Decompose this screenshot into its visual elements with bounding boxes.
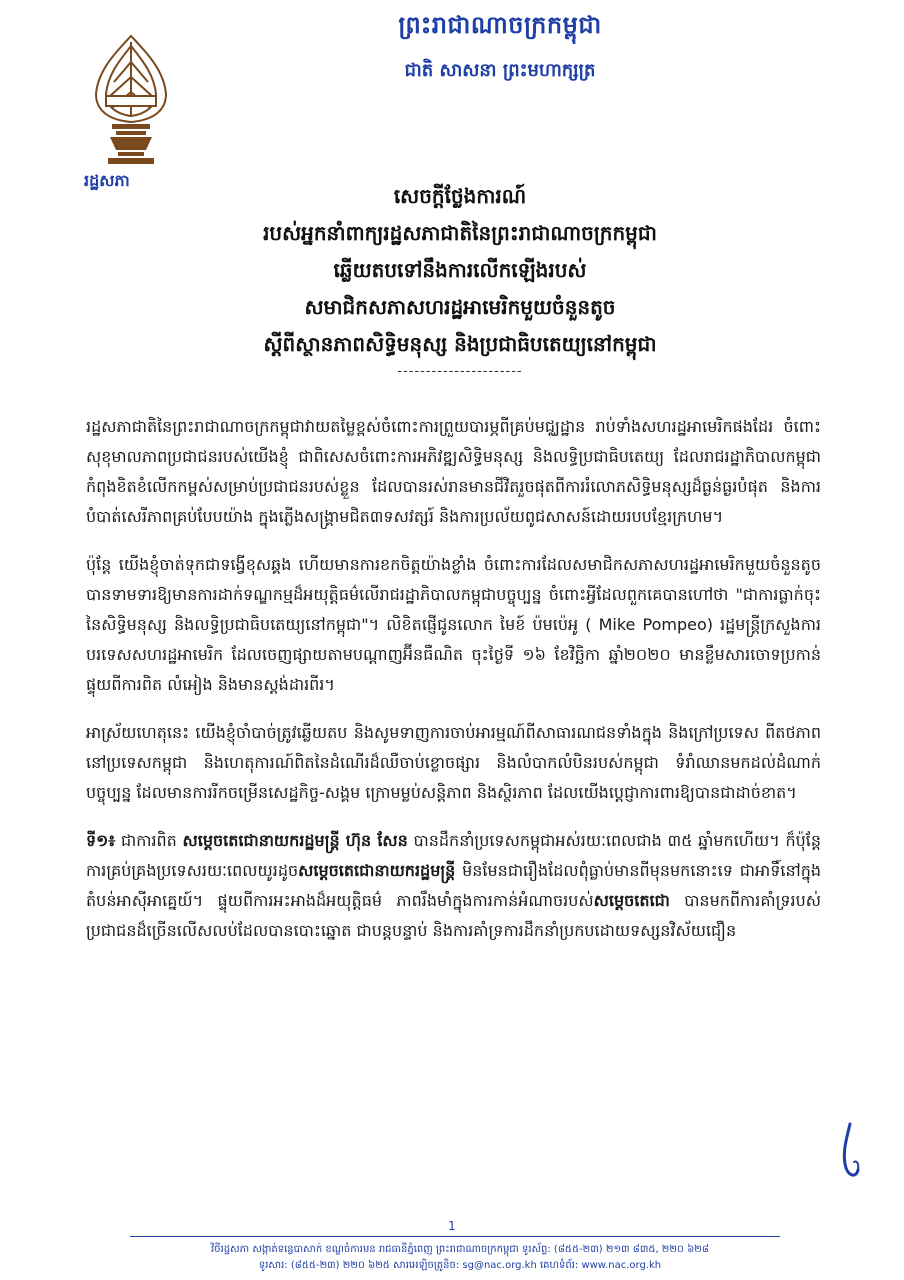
paragraph-1: រដ្ឋសភាជាតិនៃព្រះរាជាណាចក្រកម្ពុជាវាយតម្លៃខ្ពស់ចំពោះការព្រួយបារម្ភពីគ្រប់មជ្ឈដ្ឋាន រាប់ទាំងសហរដ្ឋអាមេរិកផងដែរ ចំពោះសុខុមាលភាពប្រជាជនរបស់យើងខ្ញុំ ជាពិសេសចំពោះការអភិវឌ្ឍសិទ្ធិមនុស្ស និងលទ្ធិប្រជាធិបតេយ្យ ដែលរាជរដ្ឋាភិបាលកម្ពុជាកំពុងខិតខំលើកកម្ពស់សម្រាប់ប្រជាជនរបស់ខ្លួន ដែលបានរស់រានមានជីវិតរួចផុតពីការរំលោភសិទ្ធិមនុស្សដ៏ធ្ងន់ធ្ងរបំផុត និងការបំបាត់សេរីភាពគ្រប់បែបយ៉ាង ក្នុងភ្លើងសង្គ្រាមជិត៣ទសវត្សរ៍ និងការប្រល័យពូជសាសន៍ដោយរបបខ្មែរក្រហម។	[86, 417, 821, 526]
paragraph-text: បានដឹកនាំប្រទេសកម្ពុជាអស់រយៈពេលជាង ៣៥ ឆ្នាំមកហើយ។ ក៏ប៉ុន្តែ ការគ្រប់គ្រងប្រទេសរយៈពេលយូរដូច	[86, 831, 822, 880]
emphasis-text: សម្តេចតេជោនាយករដ្ឋមន្ត្រី ហ៊ុន សែន	[182, 831, 408, 850]
page-number: 1	[448, 1219, 456, 1233]
title-line: របស់អ្នកនាំពាក្យរដ្ឋសភាជាតិនៃព្រះរាជាណាចក្រកម្ពុជា	[263, 221, 657, 245]
paragraph-2: ប៉ុន្តែ យើងខ្ញុំចាត់ទុកជាទង្វើខុសឆ្គង ហើយមានការខកចិត្តយ៉ាងខ្លាំង ចំពោះការដែលសមាជិកសភាសហរដ្ឋអាមេរិកមួយចំនួនតូច បានទាមទារឱ្យមានការដាក់ទណ្ឌកម្មដ៏អយុត្តិធម៌លើរាជរដ្ឋាភិបាលកម្ពុជាបច្ចុប្បន្ន ចំពោះអ្វីដែលពួកគេបានហៅថា "ជាការធ្លាក់ចុះនៃសិទ្ធិមនុស្ស និងលទ្ធិប្រជាធិបតេយ្យនៅកម្ពុជា"។ លិខិតផ្ញើជូនលោក មៃខ៍ ប៉មប៉េអូ ( Mike Pompeo) រដ្ឋមន្ត្រីក្រសួងការបរទេសសហរដ្ឋអាមេរិក ដែលចេញផ្សាយតាមបណ្តាញអ៊ីនធឺណិត ចុះថ្ងៃទី ១៦ ខែវិច្ឆិកា ឆ្នាំ២០២០ មានខ្លឹមសារចោទប្រកាន់ផ្ទុយពីការពិត លំអៀង និងមានស្តង់ដារពីរ។	[86, 555, 821, 694]
emphasis-text: សម្តេចតេជោនាយករដ្ឋមន្ត្រី	[298, 861, 456, 880]
pen-mark-icon	[832, 1120, 872, 1190]
statement-title	[150, 178, 770, 381]
paragraph-text: មិនមែនជារឿងដែលពុំធ្លាប់មានពីមុនមកនោះទេ ជាអាទិ៍នៅក្នុងតំបន់អាស៊ីអាគ្នេយ៍។ ផ្ទុយពីការអះអាងដ៏អយុត្តិធម៌ ភាពរឹងមាំក្នុងការកាន់អំណាចរបស់	[86, 861, 821, 910]
title-line: សេចក្តីថ្លែងការណ៍	[393, 184, 527, 208]
paragraph-4	[86, 826, 821, 946]
assembly-label: រដ្ឋសភា	[84, 171, 130, 190]
paragraph-text: ជាការពិត	[115, 831, 183, 850]
statement-body	[86, 412, 821, 964]
paragraph-3: អាស្រ័យហេតុនេះ យើងខ្ញុំចាំបាច់ត្រូវឆ្លើយតប និងសូមទាញការចាប់អារម្មណ៍ពីសាធារណជនទាំងក្នុង និងក្រៅប្រទេស ពីតថភាពនៅប្រទេសកម្ពុជា និងហេតុការណ៍ពិតនៃដំណើរដ៏ឈឺចាប់ខ្លោចផ្សារ និងលំបាកលំបិនរបស់កម្ពុជា ទំរាំឈានមកដល់ដំណាក់បច្ចុប្បន្ន ដែលមានការរីកចម្រើនសេដ្ឋកិច្ច-សង្គម ក្រោមម្លប់សន្តិភាព និងស្ថិរភាព ដែលយើងប្តេជ្ញាការពារឱ្យបានជាដាច់ខាត។	[86, 723, 821, 802]
footer-contact: ទូរសារ: (៨៥៥-២៣) ២២០ ៦២៥ សារអេឡិចត្រូនិច: sg@nac.org.kh គេហទំព័រ: www.nac.org.kh	[258, 1260, 662, 1271]
paragraph-text: បានមកពីការគាំទ្ររបស់ប្រជាជនដ៏ច្រើនលើសលប់ដែលបានបោះឆ្នោត ជាបន្តបន្ទាប់ និងការគាំទ្រការដឹកនាំប្រកបដោយទស្សនវិស័យជឿន	[86, 891, 821, 940]
kingdom-heading: ព្រះរាជាណាចក្រកម្ពុជា	[398, 11, 602, 39]
title-line: សមាជិកសភាសហរដ្ឋអាមេរិកមួយចំនួនតូច	[304, 295, 616, 319]
title-separator: ----------------------	[397, 364, 523, 379]
title-line: ស្តីពីស្ថានភាពសិទ្ធិមនុស្ស និងប្រជាធិបតេយ្យនៅកម្ពុជា	[263, 332, 657, 356]
footer-divider	[130, 1236, 780, 1237]
footer-address: វិថីរដ្ឋសភា សង្កាត់ទន្លេបាសាក់ ខណ្ឌចំការមន រាជធានីភ្នំពេញ ព្រះរាជាណាចក្រកម្ពុជា ទូរស័ព្ទ: (៨៥៥-២៣) ២១៣ ៨៣៥, ២២០ ៦២៨	[211, 1244, 709, 1255]
emphasis-text: សម្តេចតេជោ	[593, 891, 670, 910]
national-assembly-emblem-icon	[86, 32, 176, 167]
title-line: ឆ្លើយតបទៅនឹងការលើកឡើងរបស់	[333, 258, 587, 282]
national-motto: ជាតិ សាសនា ព្រះមហាក្សត្រ	[404, 60, 596, 81]
point-label: ទី១៖	[86, 831, 116, 850]
